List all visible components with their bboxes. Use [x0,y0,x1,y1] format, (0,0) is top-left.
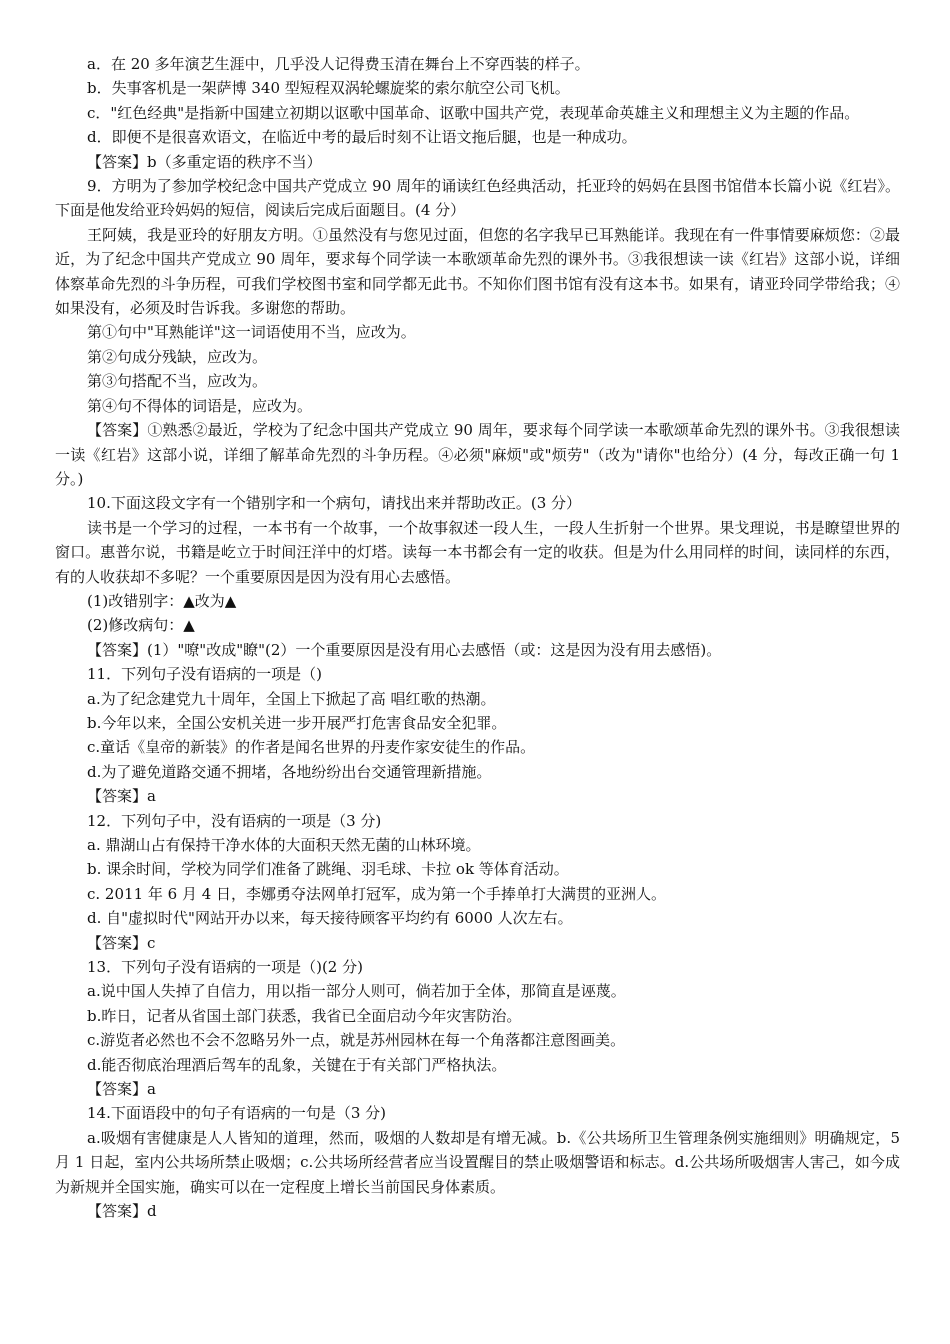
text-paragraph: d．即便不是很喜欢语文，在临近中考的最后时刻不让语文拖后腿，也是一种成功。 [87,128,637,147]
text-paragraph: 第④句不得体的词语是，应改为。 [87,396,313,415]
text-paragraph: (2)修改病句：▲ [87,616,195,635]
text-paragraph: 第①句中"耳熟能详"这一词语使用不当，应改为。 [87,323,416,342]
answer-line: 【答案】d [87,1202,157,1221]
question-12: 12．下列句子中，没有语病的一项是（3 分) [87,811,382,830]
text-paragraph: c. 2011 年 6 月 4 日，李娜勇夺法网单打冠军，成为第一个手捧单打大满贯的亚洲人。 [87,884,667,903]
text-paragraph: b.今年以来，全国公安机关进一步开展严打危害食品安全犯罪。 [87,713,507,732]
answer-line: 【答案】(1）"嘹"改成"瞭"(2）一个重要原因是没有用心去感悟（或：这是因为没有用去感悟)。 [87,640,722,659]
text-paragraph: d.能否彻底治理酒后驾车的乱象，关键在于有关部门严格执法。 [87,1055,507,1074]
text-paragraph: (1)改错别字：▲改为▲ [87,591,237,610]
document-body [55,52,900,1224]
text-paragraph: a.吸烟有害健康是人人皆知的道理，然而，吸烟的人数却是有增无减。b.《公共场所卫生管理条例实施细则》明确规定，5 月 1 日起，室内公共场所禁止吸烟；c.公共场所经营者应当设置醒目的禁止吸烟警语和标志。d.公共场所吸烟害人害己，如今成为新规并全国实施，确实可以在一定程度上增长当前国民身体素质。 [55,1128,900,1196]
sms-text: 王阿姨，我是亚玲的好朋友方明。①虽然没有与您见过面，但您的名字我早已耳熟能详。我现在有一件事情要麻烦您：②最近，为了纪念中国共产党成立 90 周年，要求每个同学读一本歌颂革命先烈的课外书。③我很想读一读《红岩》这部小说，详细体察革命先烈的斗争历程，可我们学校图书室和同学都无此书。不知你们图书馆有没有这本书。如果有，请亚玲同学带给我；④如果没有，必须及时告诉我。多谢您的帮助。 [55,225,900,318]
answer-line: 【答案】c [87,933,156,952]
reading-passage: 读书是一个学习的过程，一本书有一个故事，一个故事叙述一段人生，一段人生折射一个世界。果戈理说，书是瞭望世界的窗口。惠普尔说，书籍是屹立于时间汪洋中的灯塔。读每一本书都会有一定的收获。但是为什么用同样的时间，读同样的东西，有的人收获却不多呢？一个重要原因是因为没有用心去感悟。 [55,518,900,586]
question-9: 9．方明为了参加学校纪念中国共产党成立 90 周年的诵读红色经典活动，托亚玲的妈妈在县图书馆借本长篇小说《红岩》。下面是他发给亚玲妈妈的短信，阅读后完成后面题目。(4 分） [55,177,900,220]
text-paragraph: a. 鼎湖山占有保持干净水体的大面积天然无菌的山林环境。 [87,836,481,854]
answer-line: 【答案】a [87,1080,156,1099]
question-13: 13．下列句子没有语病的一项是（)(2 分) [87,958,363,977]
question-14: 14.下面语段中的句子有语病的一句是（3 分) [87,1104,387,1123]
text-paragraph: c．"红色经典"是指新中国建立初期以讴歌中国革命、讴歌中国共产党，表现革命英雄主义和理想主义为主题的作品。 [87,103,860,122]
text-paragraph: 第②句成分残缺，应改为。 [87,347,268,366]
question-10: 10.下面这段文字有一个错别字和一个病句，请找出来并帮助改正。(3 分） [87,494,582,513]
text-paragraph: a．在 20 多年演艺生涯中，几乎没人记得费玉清在舞台上不穿西装的样子。 [87,55,590,73]
text-paragraph: d. 自"虚拟时代"网站开办以来，每天接待顾客平均约有 6000 人次左右。 [87,909,573,928]
text-paragraph: 第③句搭配不当，应改为。 [87,372,268,391]
text-paragraph: d.为了避免道路交通不拥堵，各地纷纷出台交通管理新措施。 [87,762,492,781]
text-paragraph: b. 课余时间，学校为同学们准备了跳绳、羽毛球、卡拉 ok 等体育活动。 [87,860,569,879]
answer-line: 【答案】b（多重定语的秩序不当） [87,152,322,171]
text-paragraph: a.为了纪念建党九十周年，全国上下掀起了高 唱红歌的热潮。 [87,689,496,708]
question-11: 11．下列句子没有语病的一项是（) [87,665,322,684]
text-paragraph: c.游览者必然也不会不忽略另外一点，就是苏州园林在每一个角落都注意图画美。 [87,1031,626,1050]
text-paragraph: b.昨日，记者从省国土部门获悉，我省已全面启动今年灾害防治。 [87,1006,522,1025]
text-paragraph: c.童话《皇帝的新装》的作者是闻名世界的丹麦作家安徒生的作品。 [87,738,536,757]
answer-line: 【答案】①熟悉②最近，学校为了纪念中国共产党成立 90 周年，要求每个同学读一本歌颂革命先烈的课外书。③我很想读一读《红岩》这部小说，详细了解革命先烈的斗争历程。④必须"麻烦"或"烦劳"（改为"请你"也给分）(4 分，每改正确一句 1 分。) [55,421,900,488]
text-paragraph: b．失事客机是一架萨博 340 型短程双涡轮螺旋桨的索尔航空公司飞机。 [87,79,570,98]
answer-line: 【答案】a [87,787,156,806]
text-paragraph: a.说中国人失掉了自信力，用以指一部分人则可，倘若加于全体，那简直是诬蔑。 [87,982,626,1001]
